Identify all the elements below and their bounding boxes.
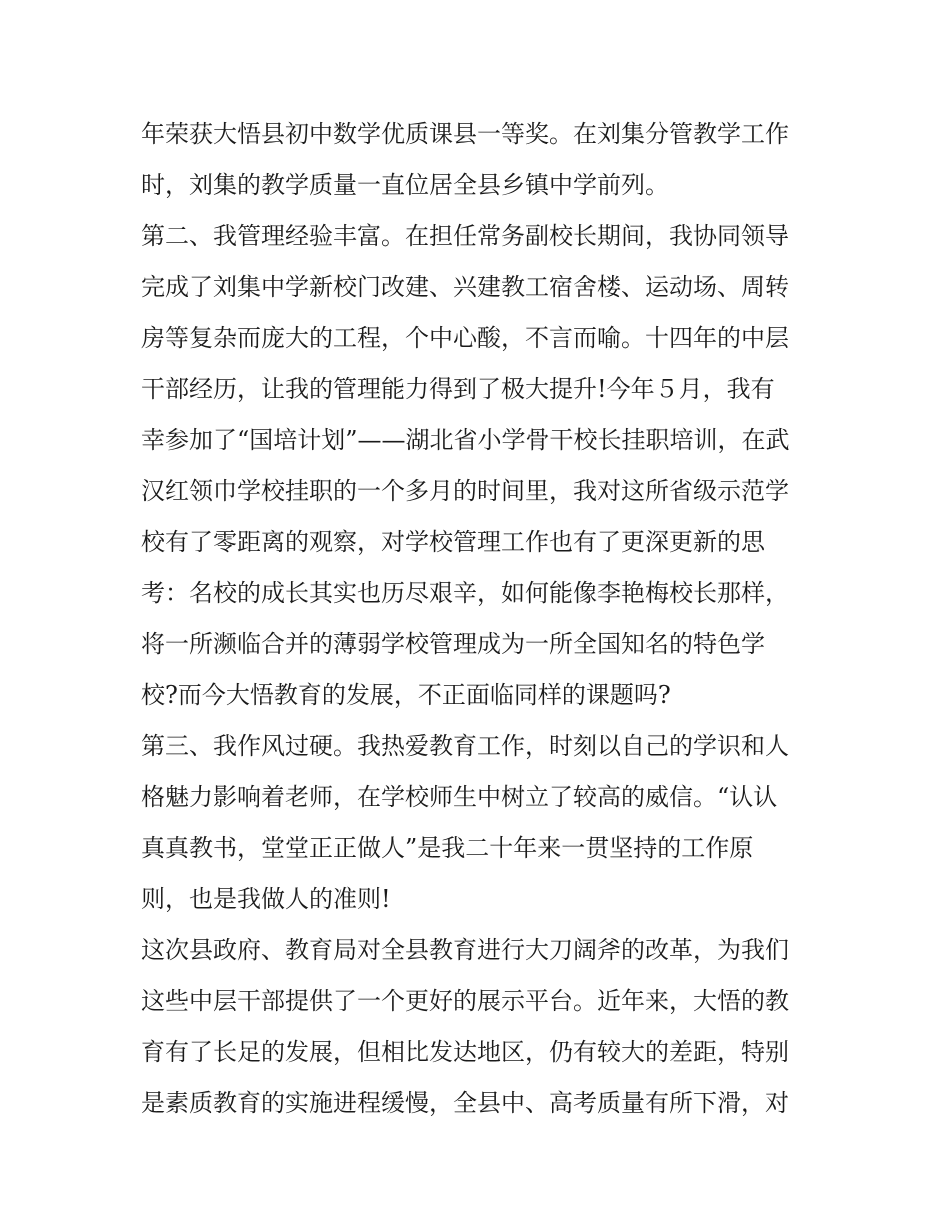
text-line: 则，也是我做人的准则! bbox=[141, 885, 391, 913]
text-line: 校?而今大悟教育的发展，不正面临同样的课题吗? bbox=[141, 681, 671, 709]
text-line: 格魅力影响着老师，在学校师生中树立了较高的威信。“认认 bbox=[141, 783, 778, 811]
text-line: 干部经历，让我的管理能力得到了极大提升!今年５月，我有 bbox=[141, 375, 775, 403]
text-line: 是素质教育的实施进程缓慢，全县中、高考质量有所下滑，对 bbox=[141, 1089, 789, 1117]
text-line: 将一所濒临合并的薄弱学校管理成为一所全国知名的特色学 bbox=[141, 630, 765, 658]
text-line: 校有了零距离的观察，对学校管理工作也有了更深更新的思 bbox=[141, 528, 765, 556]
text-line: 育有了长足的发展，但相比发达地区，仍有较大的差距，特别 bbox=[141, 1038, 789, 1066]
text-line: 第二、我管理经验丰富。在担任常务副校长期间，我协同领导 bbox=[141, 222, 789, 250]
text-line: 汉红领巾学校挂职的一个多月的时间里，我对这所省级示范学 bbox=[141, 477, 789, 505]
text-line: 时，刘集的教学质量一直位居全县乡镇中学前列。 bbox=[141, 171, 669, 199]
text-line: 这次县政府、教育局对全县教育进行大刀阔斧的改革，为我们 bbox=[141, 936, 789, 964]
text-line: 幸参加了“国培计划”——湖北省小学骨干校长挂职培训，在武 bbox=[141, 426, 790, 454]
text-line: 年荣获大悟县初中数学优质课县一等奖。在刘集分管教学工作 bbox=[141, 120, 789, 148]
text-line: 第三、我作风过硬。我热爱教育工作，时刻以自己的学识和人 bbox=[141, 732, 789, 760]
text-line: 房等复杂而庞大的工程，个中心酸，不言而喻。十四年的中层 bbox=[141, 324, 789, 352]
body-text bbox=[141, 109, 821, 1129]
text-line: 这些中层干部提供了一个更好的展示平台。近年来，大悟的教 bbox=[141, 987, 789, 1015]
text-line: 考：名校的成长其实也历尽艰辛，如何能像李艳梅校长那样， bbox=[141, 579, 789, 607]
text-line: 完成了刘集中学新校门改建、兴建教工宿舍楼、运动场、周转 bbox=[141, 273, 789, 301]
text-line: 真真教书，堂堂正正做人”是我二十年来一贯坚持的工作原 bbox=[141, 834, 754, 862]
